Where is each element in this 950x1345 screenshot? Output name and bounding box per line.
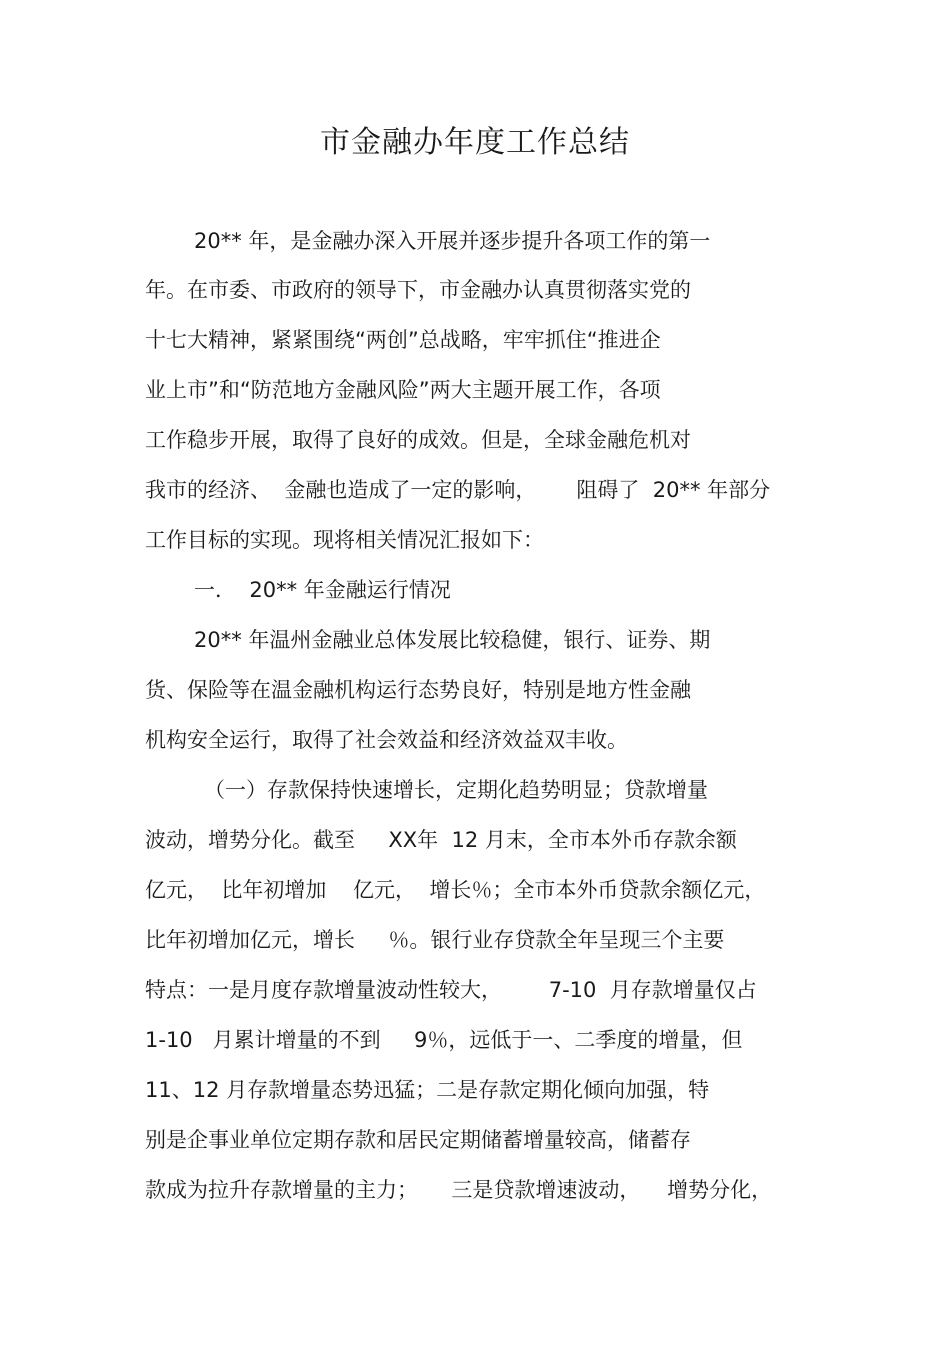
paragraph-line: 工作稳步开展，取得了良好的成效。但是，全球金融危机对 <box>145 428 691 452</box>
paragraph-line: 工作目标的实现。现将相关情况汇报如下： <box>145 528 544 552</box>
paragraph-line: 波动，增势分化。截至 XX年 12 月末，全市本外币存款余额 <box>145 828 737 852</box>
section-heading: 一． 20** 年金融运行情况 <box>194 578 451 602</box>
paragraph-line: 1-10 月累计增量的不到 9％，远低于一、二季度的增量，但 <box>145 1028 743 1052</box>
paragraph-line: 特点：一是月度存款增量波动性较大， 7-10 月存款增量仅占 <box>145 978 757 1002</box>
paragraph-line: 别是企事业单位定期存款和居民定期储蓄增量较高，储蓄存 <box>145 1128 691 1152</box>
paragraph-line: 年。在市委、市政府的领导下，市金融办认真贯彻落实党的 <box>145 278 691 302</box>
paragraph-line: 11、12 月存款增量态势迅猛；二是存款定期化倾向加强，特 <box>145 1078 710 1102</box>
document-title: 市金融办年度工作总结 <box>320 125 630 160</box>
paragraph-line: 业上市”和“防范地方金融风险”两大主题开展工作，各项 <box>145 378 661 402</box>
subsection-heading: （一）存款保持快速增长，定期化趋势明显；贷款增量 <box>204 778 708 802</box>
paragraph-line: 我市的经济、 金融也造成了一定的影响， 阻碍了 20** 年部分 <box>145 478 771 502</box>
paragraph-line: 20** 年温州金融业总体发展比较稳健，银行、证券、期 <box>194 628 711 652</box>
paragraph-line: 比年初增加亿元，增长 ％。银行业存贷款全年呈现三个主要 <box>145 928 725 952</box>
paragraph-line: 亿元， 比年初增加 亿元， 增长％；全市本外币贷款余额亿元， <box>145 878 766 902</box>
paragraph-line: 20** 年，是金融办深入开展并逐步提升各项工作的第一 <box>194 229 711 253</box>
paragraph-line: 款成为拉升存款增量的主力； 三是贷款增速波动， 增势分化， <box>145 1178 773 1202</box>
paragraph-line: 机构安全运行，取得了社会效益和经济效益双丰收。 <box>145 728 628 752</box>
paragraph-line: 十七大精神，紧紧围绕“两创”总战略，牢牢抓住“推进企 <box>145 328 661 352</box>
paragraph-line: 货、保险等在温金融机构运行态势良好，特别是地方性金融 <box>145 678 691 702</box>
